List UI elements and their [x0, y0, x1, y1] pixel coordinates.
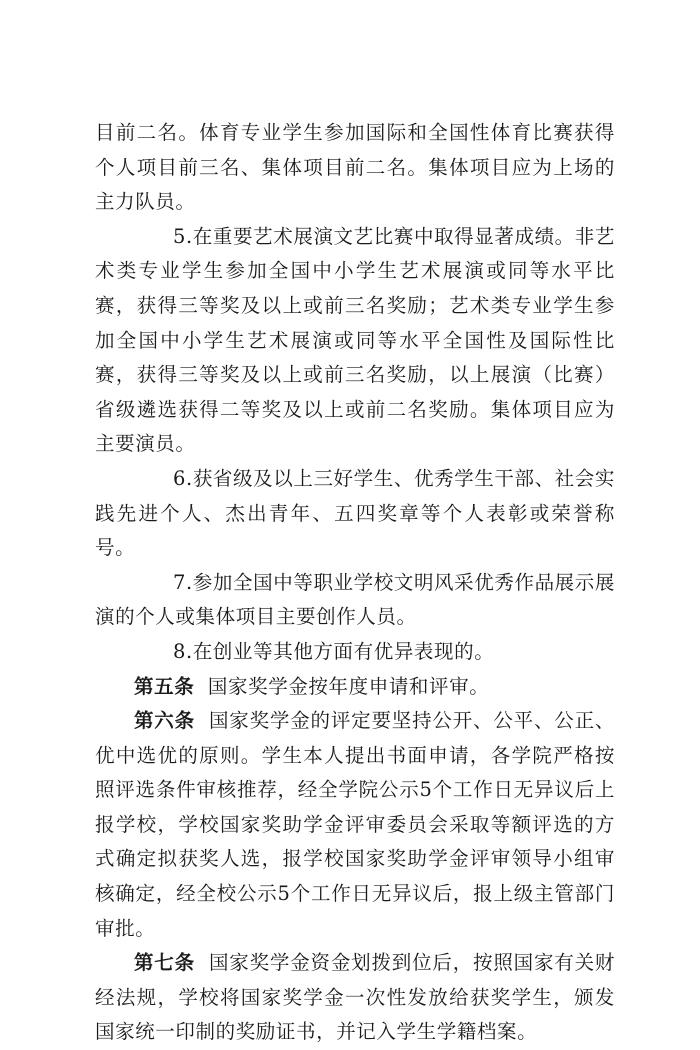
item-text: 在创业等其他方面有优异表现的。	[192, 639, 495, 663]
paragraph-text: 目前二名。体育专业学生参加国际和全国性体育比赛获得个人项目前三名、集体项目前二名。集体项目应为上场的主力队员。	[95, 121, 615, 214]
article-text: 国家奖学金资金划拨到位后，按照国家有关财经法规，学校将国家奖学金一次性发放给获奖学生，颁发国家统一印制的奖励证书，并记入学生学籍档案。	[95, 951, 615, 1044]
item-text: 在重要艺术展演文艺比赛中取得显著成绩。非艺术类专业学生参加全国中小学生艺术展演或同等水平比赛，获得三等奖及以上或前三名奖励；艺术类专业学生参加全国中小学生艺术展演或同等水平全国性及国际性比赛，获得三等奖及以上或前三名奖励，以上展演（比赛）省级遴选获得二等奖及以上或前二名奖励。集体项目应为主要演员。	[95, 224, 615, 456]
article-text: 国家奖学金按年度申请和评审。	[207, 674, 490, 698]
article-text: 国家奖学金的评定要坚持公开、公平、公正、优中选优的原则。学生本人提出书面申请，各学院严格按照评选条件审核推荐，经全学院公示5个工作日无异议后上报学校，学校国家奖助学金评审委员会采取等额评选的方式确定拟获奖人选，报学校国家奖助学金评审领导小组审核确定，经全校公示5个工作日无异议后，报上级主管部门审批。	[95, 709, 615, 940]
continuation-paragraph	[95, 116, 615, 220]
item-text: 参加全国中等职业学校文明风采优秀作品展示展演的个人或集体项目主要创作人员。	[95, 570, 615, 629]
item-number: 5.	[173, 224, 193, 248]
article-5	[95, 670, 615, 705]
article-7	[95, 946, 615, 1050]
article-label: 第七条	[134, 951, 195, 975]
item-number: 8.	[173, 639, 193, 663]
item-number: 7.	[173, 570, 193, 594]
item-text: 获省级及以上三好学生、优秀学生干部、社会实践先进个人、杰出青年、五四奖章等个人表彰或荣誉称号。	[95, 466, 615, 560]
article-label: 第六条	[134, 709, 195, 733]
list-item-5	[95, 220, 615, 462]
article-label: 第五条	[134, 674, 195, 698]
item-number: 6.	[173, 466, 193, 490]
list-item-6	[95, 462, 615, 566]
list-item-7	[95, 566, 615, 635]
document-page	[95, 116, 615, 1050]
list-item-8	[95, 635, 615, 670]
article-6	[95, 704, 615, 946]
